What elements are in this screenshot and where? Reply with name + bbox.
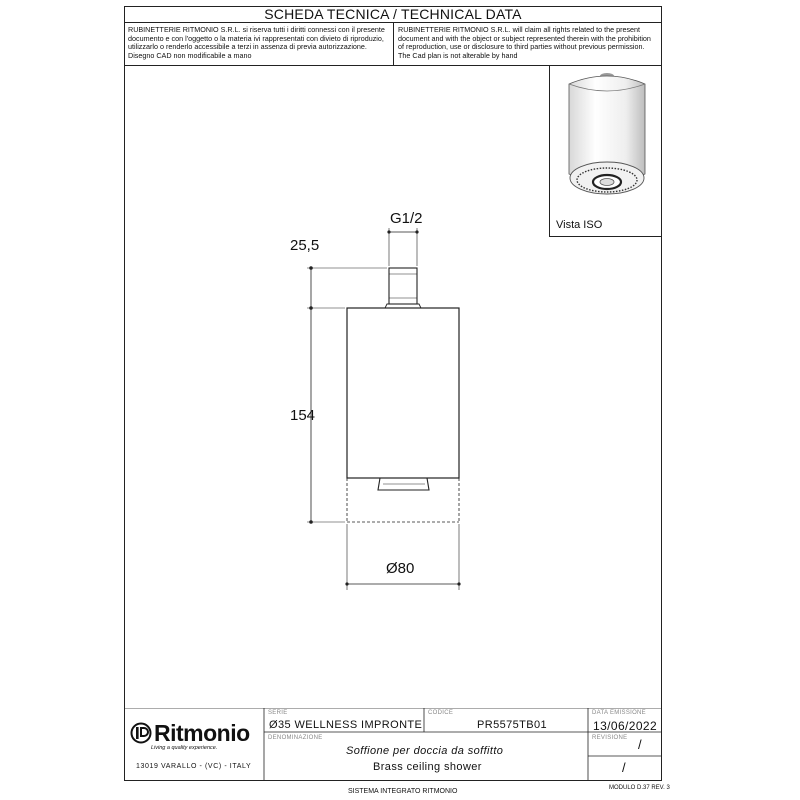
revision-value-lower: /	[622, 760, 627, 775]
dimension-total-height: 154	[290, 407, 316, 424]
copyright-notice-english: RUBINETTERIE RITMONIO S.R.L. will claim all rights related to the present document and with the object or subject represented therein with the prohibition of reproduction, use or disclosure to third parties without previous permission. The Cad plan is not alterable by hand	[398, 25, 651, 60]
date-value: 13/06/2022	[593, 719, 658, 733]
shower-body-outline	[347, 308, 459, 478]
code-value: PR5575TB01	[477, 719, 548, 731]
date-label: DATA EMISSIONE	[592, 710, 646, 716]
series-value: Ø35 WELLNESS IMPRONTE	[269, 719, 423, 731]
series-label: SERIE	[268, 710, 288, 716]
iso-view-label: Vista ISO	[556, 219, 603, 231]
ritmonio-logo-icon	[130, 722, 152, 744]
connection-nipple	[389, 268, 417, 304]
sheet-title: SCHEDA TECNICA / TECHNICAL DATA	[124, 6, 662, 23]
brand-name: Ritmonio	[154, 720, 250, 746]
revision-label: REVISIONE	[592, 735, 628, 741]
denomination-italian: Soffione per doccia da soffitto	[346, 745, 504, 757]
revision-value: /	[638, 737, 643, 752]
denomination-label: DENOMINAZIONE	[268, 735, 323, 741]
technical-drawing	[125, 200, 661, 600]
dimension-diameter: Ø80	[386, 560, 415, 577]
copyright-notice-italian: RUBINETTERIE RITMONIO S.R.L. si riserva tutti i diritti connessi con il presente documento e con l'oggetto o la materia ivi rappresentati con divieto di riproduzio, utilizzarlo o renderlo accessibile a terzi in assenza di previa autorizzazione. Disegno CAD non modificabile a mano	[124, 23, 394, 65]
iso-view-drawing	[549, 66, 661, 216]
company-address: 13019 VARALLO - (VC) - ITALY	[136, 763, 252, 770]
brand-tagline: Living a quality experience.	[151, 745, 218, 751]
footer-system: SISTEMA INTEGRATO RITMONIO	[348, 788, 458, 795]
footer-module: MODULO D.37 REV. 3	[609, 785, 670, 791]
dimension-connection: G1/2	[390, 210, 423, 227]
denomination-english: Brass ceiling shower	[373, 761, 482, 773]
code-label: CODICE	[428, 710, 454, 716]
dimension-nipple-height: 25,5	[290, 237, 320, 254]
